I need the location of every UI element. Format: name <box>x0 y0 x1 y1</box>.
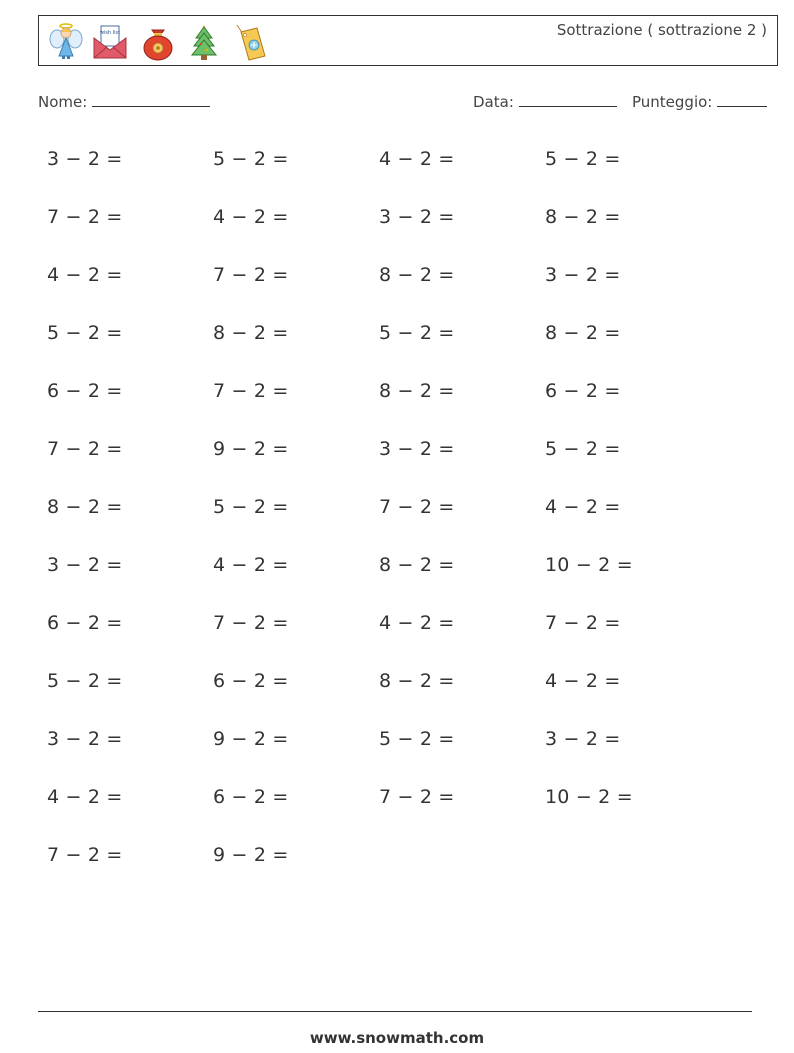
problem-item: 9 − 2 = <box>213 438 289 460</box>
problem-item: 7 − 2 = <box>213 380 289 402</box>
christmas-tree-icon <box>185 22 223 62</box>
date-label: Data: <box>473 93 514 111</box>
problem-item: 8 − 2 = <box>47 496 123 518</box>
worksheet-title: Sottrazione ( sottrazione 2 ) <box>556 21 767 39</box>
date-field <box>473 92 617 111</box>
problem-item: 10 − 2 = <box>545 786 633 808</box>
name-label: Nome: <box>38 93 88 111</box>
wish-list-letter-icon <box>91 22 129 62</box>
header-box <box>38 15 778 66</box>
problem-item: 3 − 2 = <box>47 728 123 750</box>
problem-item: 4 − 2 = <box>47 786 123 808</box>
problem-item: 4 − 2 = <box>213 206 289 228</box>
problem-item: 4 − 2 = <box>47 264 123 286</box>
problem-item: 3 − 2 = <box>47 148 123 170</box>
problem-item: 3 − 2 = <box>379 438 455 460</box>
problem-item: 7 − 2 = <box>213 612 289 634</box>
name-field <box>38 92 210 111</box>
problem-item: 4 − 2 = <box>545 496 621 518</box>
footer-website: www.snowmath.com <box>309 1029 485 1047</box>
score-label: Punteggio: <box>632 93 713 111</box>
problem-item: 5 − 2 = <box>379 322 455 344</box>
problem-item: 6 − 2 = <box>47 612 123 634</box>
problem-item: 4 − 2 = <box>379 612 455 634</box>
problem-item: 3 − 2 = <box>545 728 621 750</box>
angel-icon <box>47 22 85 62</box>
problem-item: 9 − 2 = <box>213 728 289 750</box>
problem-item: 4 − 2 = <box>379 148 455 170</box>
wish-list-text: wish list <box>99 30 121 36</box>
problem-item: 5 − 2 = <box>47 322 123 344</box>
footer-divider <box>38 1011 752 1012</box>
problem-item: 8 − 2 = <box>379 670 455 692</box>
problem-item: 8 − 2 = <box>379 380 455 402</box>
problem-item: 6 − 2 = <box>47 380 123 402</box>
problem-item: 5 − 2 = <box>213 496 289 518</box>
problem-item: 4 − 2 = <box>545 670 621 692</box>
problem-item: 5 − 2 = <box>545 148 621 170</box>
problem-item: 8 − 2 = <box>213 322 289 344</box>
gift-tag-icon <box>231 22 269 62</box>
score-field <box>632 92 767 111</box>
problem-item: 3 − 2 = <box>47 554 123 576</box>
problem-item: 8 − 2 = <box>379 554 455 576</box>
problem-item: 8 − 2 = <box>545 206 621 228</box>
name-blank <box>92 92 210 107</box>
problem-item: 5 − 2 = <box>47 670 123 692</box>
problem-item: 7 − 2 = <box>47 844 123 866</box>
score-blank <box>717 92 767 107</box>
problem-item: 7 − 2 = <box>47 438 123 460</box>
date-blank <box>519 92 617 107</box>
problem-item: 7 − 2 = <box>379 786 455 808</box>
problem-item: 8 − 2 = <box>379 264 455 286</box>
problem-item: 9 − 2 = <box>213 844 289 866</box>
problem-item: 7 − 2 = <box>213 264 289 286</box>
problem-item: 7 − 2 = <box>379 496 455 518</box>
problem-item: 10 − 2 = <box>545 554 633 576</box>
problem-item: 5 − 2 = <box>213 148 289 170</box>
problem-item: 5 − 2 = <box>379 728 455 750</box>
problem-item: 8 − 2 = <box>545 322 621 344</box>
problem-item: 3 − 2 = <box>379 206 455 228</box>
problem-item: 6 − 2 = <box>213 670 289 692</box>
gift-sack-icon <box>139 22 177 62</box>
problem-item: 5 − 2 = <box>545 438 621 460</box>
problem-item: 6 − 2 = <box>213 786 289 808</box>
problem-item: 4 − 2 = <box>213 554 289 576</box>
problem-item: 7 − 2 = <box>545 612 621 634</box>
problem-item: 6 − 2 = <box>545 380 621 402</box>
problem-item: 7 − 2 = <box>47 206 123 228</box>
problem-item: 3 − 2 = <box>545 264 621 286</box>
